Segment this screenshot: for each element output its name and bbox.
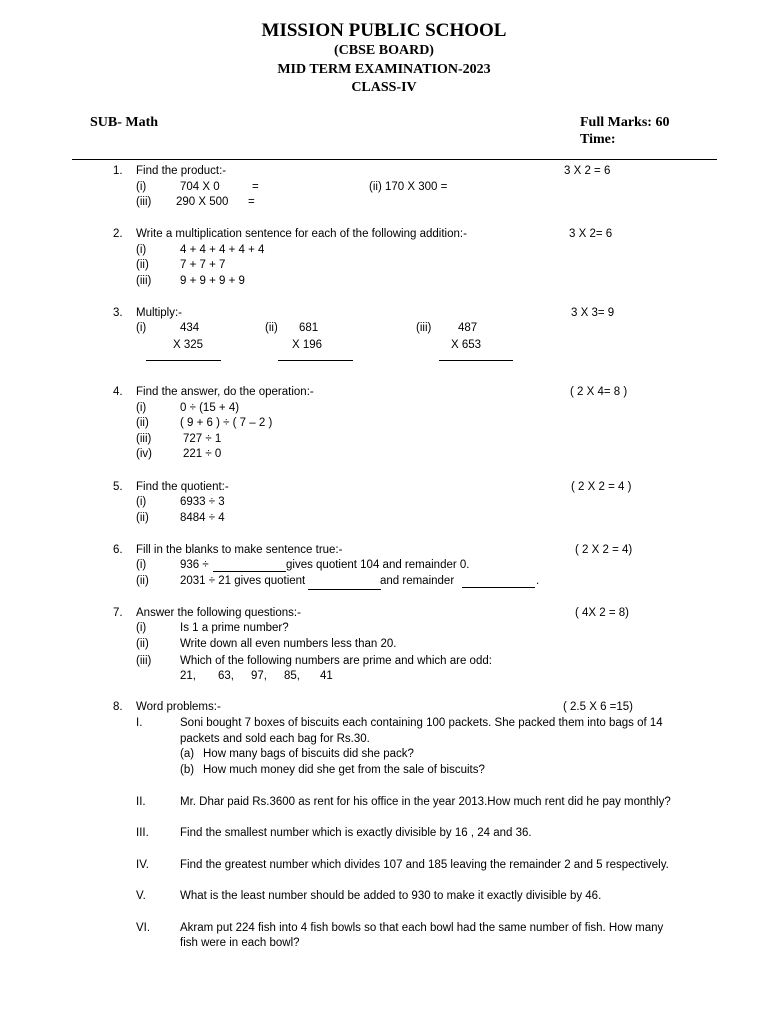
q8-I-a-label: (a) — [180, 748, 195, 760]
q7-i-label: (i) — [136, 622, 147, 634]
q5-text: Find the quotient:- — [136, 481, 229, 493]
q8-II-text: Mr. Dhar paid Rs.3600 as rent for his office in the year 2013.How much rent did he pay monthly? — [180, 796, 671, 808]
full-marks: Full Marks: 60 — [580, 115, 670, 130]
q4-i-expr: 0 ÷ (15 + 4) — [180, 402, 240, 414]
q3-ii-top: 681 — [299, 322, 319, 334]
q3-number: 3. — [113, 307, 123, 319]
q6-marks: ( 2 X 2 = 4) — [575, 544, 633, 556]
q7-number-3: 97, — [251, 670, 267, 682]
q1-iii-expr: 290 X 500 — [176, 196, 229, 208]
q3-i-answer-line — [146, 360, 221, 361]
q7-number-2: 63, — [218, 670, 234, 682]
q8-I-a-text: How many bags of biscuits did she pack? — [203, 748, 414, 760]
q8-I-b-label: (b) — [180, 764, 195, 776]
q4-iv-label: (iv) — [136, 448, 152, 460]
q7-marks: ( 4X 2 = 8) — [575, 607, 630, 619]
q4-ii-expr: ( 9 + 6 ) ÷ ( 7 – 2 ) — [180, 417, 273, 429]
exam-title: MID TERM EXAMINATION-2023 — [277, 62, 491, 77]
q3-i-bottom: X 325 — [173, 339, 204, 351]
q1-marks: 3 X 2 = 6 — [564, 165, 611, 177]
time-label: Time: — [580, 132, 616, 147]
q8-VI-label: VI. — [136, 922, 151, 934]
q4-number: 4. — [113, 386, 123, 398]
q8-text: Word problems:- — [136, 701, 221, 713]
q7-ii-text: Write down all even numbers less than 20. — [180, 638, 397, 650]
q1-iii-label: (iii) — [136, 196, 152, 208]
q8-III-text: Find the smallest number which is exactly divisible by 16 , 24 and 36. — [180, 827, 532, 839]
q6-ii-label: (ii) — [136, 575, 149, 587]
q2-iii-label: (iii) — [136, 275, 152, 287]
q4-marks: ( 2 X 4= 8 ) — [570, 386, 628, 398]
q8-number: 8. — [113, 701, 123, 713]
q1-text: Find the product:- — [136, 165, 227, 177]
q4-i-label: (i) — [136, 402, 147, 414]
q8-marks: ( 2.5 X 6 =15) — [563, 701, 633, 713]
q8-I-b-text: How much money did she get from the sale of biscuits? — [203, 764, 485, 776]
q7-number-5: 41 — [320, 670, 333, 682]
q3-ii-bottom: X 196 — [292, 339, 323, 351]
q2-ii-label: (ii) — [136, 259, 149, 271]
q6-ii-end: . — [536, 575, 540, 587]
q5-number: 5. — [113, 481, 123, 493]
class-label: CLASS-IV — [351, 80, 417, 95]
subject-label: SUB- Math — [90, 115, 159, 130]
q7-number-4: 85, — [284, 670, 300, 682]
q2-i-label: (i) — [136, 244, 147, 256]
q3-iii-answer-line — [439, 360, 513, 361]
q2-iii-expr: 9 + 9 + 9 + 9 — [180, 275, 245, 287]
q1-i-label: (i) — [136, 181, 147, 193]
q1-ii: (ii) 170 X 300 = — [369, 181, 448, 193]
q2-marks: 3 X 2= 6 — [569, 228, 613, 240]
q7-number: 7. — [113, 607, 123, 619]
q4-iii-expr: 727 ÷ 1 — [183, 433, 222, 445]
q8-VI-line2: fish were in each bowl? — [180, 937, 300, 949]
q7-number-1: 21, — [180, 670, 196, 682]
q4-text: Find the answer, do the operation:- — [136, 386, 314, 398]
q6-i-label: (i) — [136, 559, 147, 571]
q8-III-label: III. — [136, 827, 149, 839]
q6-ii-blank-remainder — [462, 587, 535, 588]
q3-text: Multiply:- — [136, 307, 183, 319]
q6-i-end: gives quotient 104 and remainder 0. — [286, 559, 470, 571]
q3-i-top: 434 — [180, 322, 200, 334]
q2-i-expr: 4 + 4 + 4 + 4 + 4 — [180, 244, 265, 256]
q3-iii-label: (iii) — [416, 322, 432, 334]
q8-II-label: II. — [136, 796, 146, 808]
q8-V-label: V. — [136, 890, 146, 902]
q3-iii-top: 487 — [458, 322, 478, 334]
q4-iii-label: (iii) — [136, 433, 152, 445]
q3-iii-bottom: X 653 — [451, 339, 482, 351]
q3-i-label: (i) — [136, 322, 147, 334]
q2-number: 2. — [113, 228, 123, 240]
q3-ii-answer-line — [278, 360, 353, 361]
q5-ii-label: (ii) — [136, 512, 149, 524]
q5-i-label: (i) — [136, 496, 147, 508]
q6-text: Fill in the blanks to make sentence true:- — [136, 544, 343, 556]
q5-i-expr: 6933 ÷ 3 — [180, 496, 225, 508]
q6-ii-start: 2031 ÷ 21 gives quotient — [180, 575, 306, 587]
q8-IV-text: Find the greatest number which divides 107 and 185 leaving the remainder 2 and 5 respectively. — [180, 859, 669, 871]
q2-text: Write a multiplication sentence for each of the following addition:- — [136, 228, 467, 240]
q8-IV-label: IV. — [136, 859, 150, 871]
q1-iii-equals: = — [248, 196, 255, 208]
q3-ii-label: (ii) — [265, 322, 278, 334]
q8-VI-line1: Akram put 224 fish into 4 fish bowls so that each bowl had the same number of fish. How many — [180, 922, 664, 934]
q7-i-text: Is 1 a prime number? — [180, 622, 289, 634]
q7-iii-text: Which of the following numbers are prime and which are odd: — [180, 655, 492, 667]
q8-I-label: I. — [136, 717, 143, 729]
q5-ii-expr: 8484 ÷ 4 — [180, 512, 225, 524]
q4-ii-label: (ii) — [136, 417, 149, 429]
q2-ii-expr: 7 + 7 + 7 — [180, 259, 226, 271]
q6-ii-blank-quotient — [308, 589, 381, 590]
school-name: MISSION PUBLIC SCHOOL — [261, 20, 507, 41]
q6-i-start: 936 ÷ — [180, 559, 209, 571]
q8-V-text: What is the least number should be added to 930 to make it exactly divisible by 46. — [180, 890, 602, 902]
q5-marks: ( 2 X 2 = 4 ) — [571, 481, 632, 493]
q1-number: 1. — [113, 165, 123, 177]
q1-i-equals: = — [252, 181, 259, 193]
q8-I-line1: Soni bought 7 boxes of biscuits each containing 100 packets. She packed them into bags of 14 — [180, 717, 663, 729]
q3-marks: 3 X 3= 9 — [571, 307, 615, 319]
q6-ii-mid: and remainder — [380, 575, 455, 587]
q6-number: 6. — [113, 544, 123, 556]
q7-ii-label: (ii) — [136, 638, 149, 650]
q4-iv-expr: 221 ÷ 0 — [183, 448, 222, 460]
header-divider — [72, 159, 717, 160]
q6-i-blank — [213, 571, 286, 572]
board-name: (CBSE BOARD) — [334, 43, 434, 58]
q7-text: Answer the following questions:- — [136, 607, 301, 619]
q8-I-line2: packets and sold each bag for Rs.30. — [180, 733, 370, 745]
q1-i-expr: 704 X 0 — [180, 181, 220, 193]
q7-iii-label: (iii) — [136, 655, 152, 667]
